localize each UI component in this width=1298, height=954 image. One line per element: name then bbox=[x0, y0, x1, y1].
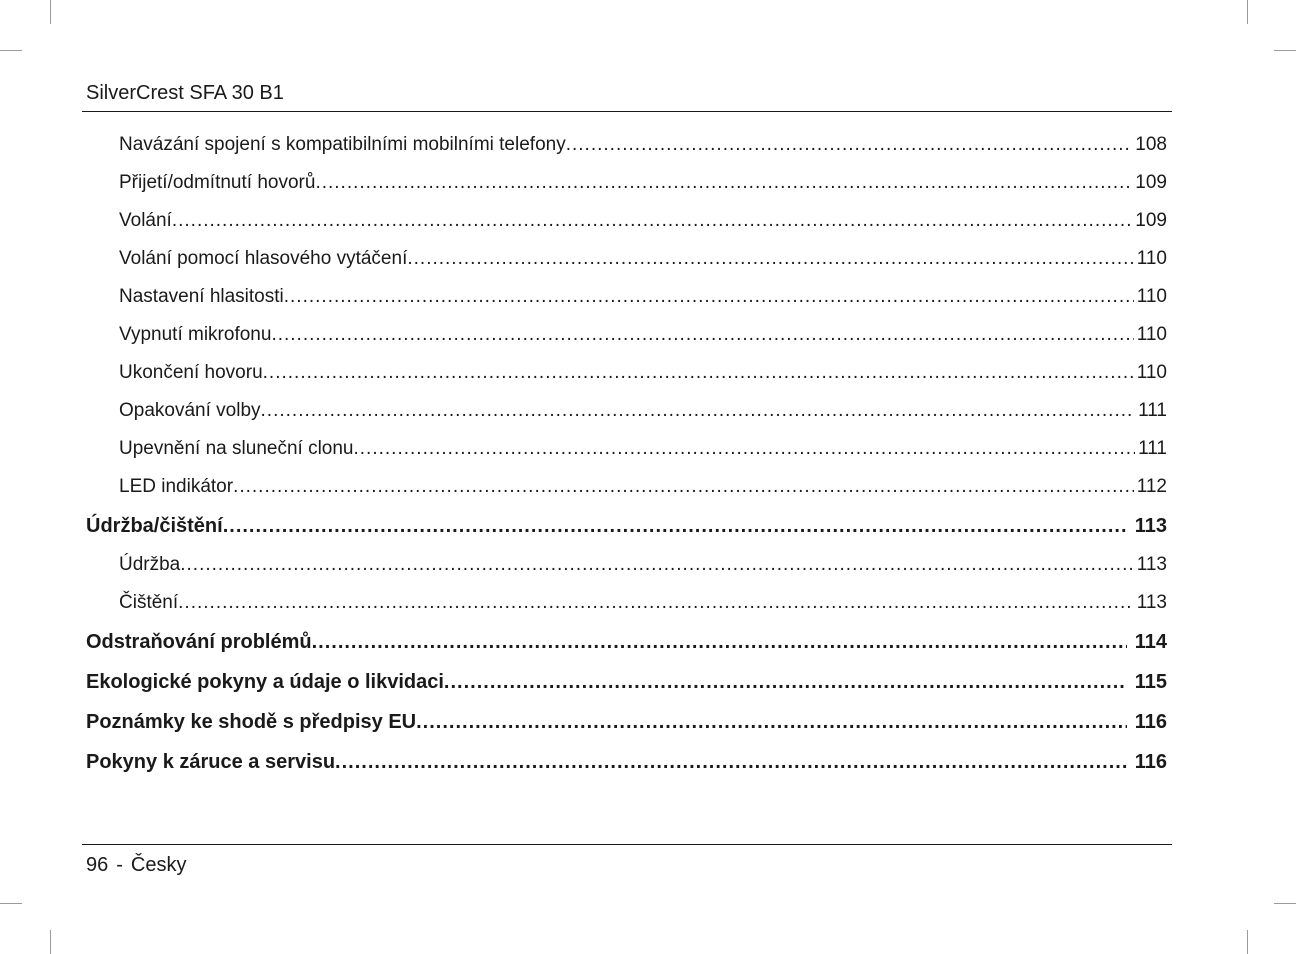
toc-chapter-entry[interactable] bbox=[86, 506, 1167, 546]
toc-entry-page-number: 108 bbox=[1135, 134, 1167, 155]
toc-dot-leader bbox=[261, 392, 1136, 430]
crop-mark-left-bottom bbox=[0, 903, 22, 904]
toc-entry-label: LED indikátor bbox=[119, 476, 234, 497]
crop-mark-bottom-right bbox=[1247, 930, 1248, 954]
toc-section-entry[interactable] bbox=[86, 240, 1167, 278]
toc-entry-label: Volání bbox=[119, 210, 172, 231]
toc-entry-page-number: 110 bbox=[1136, 362, 1167, 383]
toc-entry-label: Ekologické pokyny a údaje o likvidaci bbox=[86, 671, 444, 693]
crop-mark-right-top bbox=[1274, 50, 1296, 51]
toc-section-entry[interactable] bbox=[86, 164, 1167, 202]
toc-entry-label: Ukončení hovoru bbox=[119, 362, 263, 383]
toc-entry-label: Poznámky ke shodě s předpisy EU bbox=[86, 711, 417, 733]
toc-chapter-entry[interactable] bbox=[86, 742, 1167, 782]
toc-dot-leader bbox=[223, 506, 1127, 546]
crop-mark-left-top bbox=[0, 50, 22, 51]
toc-dot-leader bbox=[178, 584, 1134, 622]
table-of-contents bbox=[86, 126, 1167, 782]
toc-entry-label: Pokyny k záruce a servisu bbox=[86, 751, 336, 773]
toc-dot-leader bbox=[407, 240, 1133, 278]
toc-dot-leader bbox=[335, 742, 1127, 782]
crop-mark-bottom-left bbox=[50, 930, 51, 954]
toc-dot-leader bbox=[263, 354, 1134, 392]
toc-entry-label: Upevnění na sluneční clonu bbox=[119, 438, 354, 459]
toc-entry-page-number: 110 bbox=[1136, 286, 1167, 307]
footer-language: Česky bbox=[130, 854, 187, 876]
toc-entry-label: Údržba/čištění bbox=[86, 515, 223, 537]
toc-dot-leader bbox=[284, 278, 1134, 316]
toc-entry-page-number: 114 bbox=[1134, 631, 1167, 653]
toc-entry-page-number: 116 bbox=[1134, 711, 1167, 733]
toc-entry-page-number: 115 bbox=[1134, 671, 1167, 693]
crop-mark-right-bottom bbox=[1274, 903, 1296, 904]
crop-mark-top-left bbox=[50, 0, 51, 24]
toc-section-entry[interactable] bbox=[86, 126, 1167, 164]
toc-entry-label: Odstraňování problémů bbox=[86, 631, 312, 653]
toc-entry-label: Údržba bbox=[119, 554, 181, 575]
toc-dot-leader bbox=[271, 316, 1133, 354]
toc-dot-leader bbox=[566, 126, 1133, 164]
footer-rule bbox=[82, 844, 1172, 845]
toc-dot-leader bbox=[444, 662, 1127, 702]
toc-chapter-entry[interactable] bbox=[86, 662, 1167, 702]
page-header-title: SilverCrest SFA 30 B1 bbox=[86, 82, 284, 104]
toc-section-entry[interactable] bbox=[86, 354, 1167, 392]
footer-page-number: 96 bbox=[86, 854, 109, 876]
toc-dot-leader bbox=[416, 702, 1127, 742]
toc-entry-label: Vypnutí mikrofonu bbox=[119, 324, 272, 345]
toc-entry-page-number: 109 bbox=[1135, 210, 1167, 231]
toc-section-entry[interactable] bbox=[86, 316, 1167, 354]
toc-section-entry[interactable] bbox=[86, 392, 1167, 430]
toc-section-entry[interactable] bbox=[86, 546, 1167, 584]
toc-chapter-entry[interactable] bbox=[86, 702, 1167, 742]
crop-mark-top-right bbox=[1247, 0, 1248, 24]
toc-entry-page-number: 111 bbox=[1138, 438, 1167, 459]
toc-dot-leader bbox=[315, 164, 1132, 202]
toc-dot-leader bbox=[233, 468, 1134, 506]
toc-section-entry[interactable] bbox=[86, 278, 1167, 316]
toc-section-entry[interactable] bbox=[86, 584, 1167, 622]
toc-chapter-entry[interactable] bbox=[86, 622, 1167, 662]
toc-entry-label: Navázání spojení s kompatibilními mobilními telefony bbox=[119, 134, 566, 155]
toc-entry-page-number: 110 bbox=[1136, 248, 1167, 269]
toc-entry-label: Čištění bbox=[119, 592, 179, 613]
toc-entry-label: Nastavení hlasitosti bbox=[119, 286, 284, 307]
toc-entry-page-number: 111 bbox=[1138, 400, 1167, 421]
toc-entry-page-number: 109 bbox=[1135, 172, 1167, 193]
toc-dot-leader bbox=[172, 202, 1132, 240]
toc-entry-label: Opakování volby bbox=[119, 400, 261, 421]
toc-entry-label: Přijetí/odmítnutí hovorů bbox=[119, 172, 316, 193]
toc-section-entry[interactable] bbox=[86, 468, 1167, 506]
header-rule bbox=[82, 111, 1172, 112]
toc-entry-page-number: 110 bbox=[1136, 324, 1167, 345]
toc-entry-page-number: 113 bbox=[1136, 592, 1167, 613]
footer-separator: - bbox=[116, 854, 123, 876]
toc-dot-leader bbox=[312, 622, 1127, 662]
toc-entry-label: Volání pomocí hlasového vytáčení bbox=[119, 248, 408, 269]
toc-dot-leader bbox=[180, 546, 1133, 584]
toc-section-entry[interactable] bbox=[86, 430, 1167, 468]
page-footer bbox=[86, 852, 187, 878]
toc-dot-leader bbox=[354, 430, 1136, 468]
toc-entry-page-number: 113 bbox=[1136, 554, 1167, 575]
toc-entry-page-number: 112 bbox=[1136, 476, 1167, 497]
toc-entry-page-number: 113 bbox=[1134, 515, 1167, 537]
toc-section-entry[interactable] bbox=[86, 202, 1167, 240]
toc-entry-page-number: 116 bbox=[1134, 751, 1167, 773]
